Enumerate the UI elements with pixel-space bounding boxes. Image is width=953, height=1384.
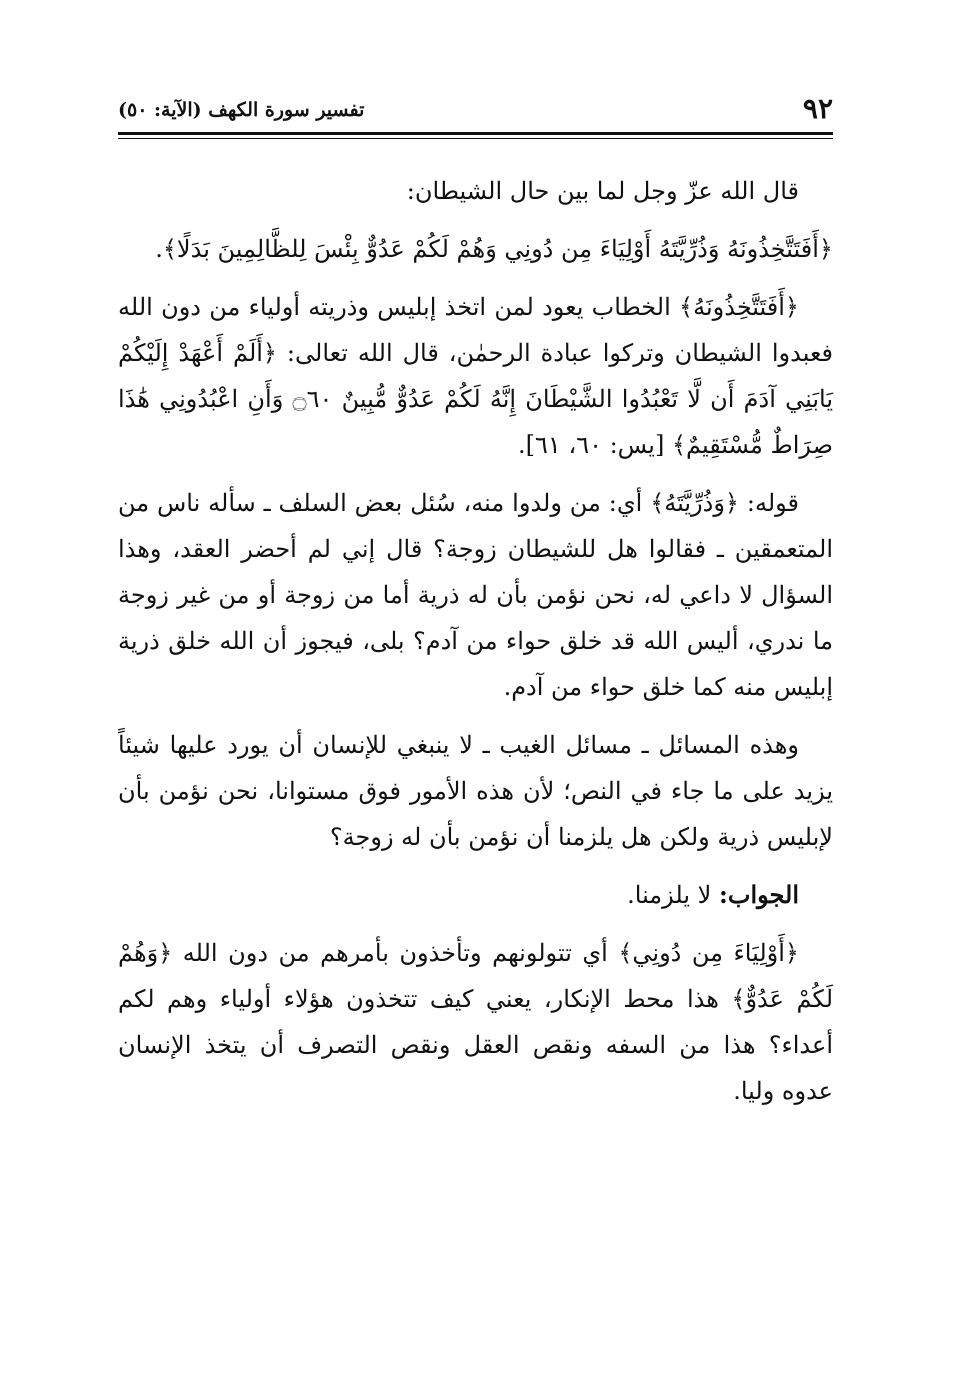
quran-verse: ﴿أَفَتَتَّخِذُونَهُ وَذُرِّيَّتَهُ أَوْلِيَاءَ مِن دُونِي وَهُمْ لَكُمْ عَدُوٌّ بِئْسَ لِلظَّالِمِينَ بَدَلًا﴾.: [155, 235, 833, 263]
answer-text: لا يلزمنا.: [627, 881, 712, 909]
page-number: ٩٢: [802, 92, 833, 125]
page-header: [118, 92, 833, 128]
paragraph-intro: قال الله عزّ وجل لما بين حال الشيطان:: [406, 177, 799, 205]
paragraph-tafsir-2: قوله: ﴿وَذُرِّيَّتَهُ﴾ أي: من ولدوا منه، سُئل بعض السلف ـ سأله ناس من المتعمقين ـ فقالوا هل للشيطان زوجة؟ قال إني لم أحضر العقد، وهذا السؤال لا داعي له، نحن نؤمن بأن له ذرية أما من زوجة أو من غير زوجة ما ندري، أليس الله قد خلق حواء من آدم؟ بلى، فيجوز أن الله خلق ذرية إبليس منه كما خلق حواء من آدم.: [118, 489, 833, 701]
running-title: تفسير سورة الكهف (الآية: ٥٠): [118, 99, 365, 121]
paragraph-tafsir-4: ﴿أَوْلِيَاءَ مِن دُونِي﴾ أي تتولونهم وتأخذون بأمرهم من دون الله ﴿وَهُمْ لَكُمْ عَدُوٌّ﴾ هذا محط الإنكار، يعني كيف تتخذون هؤلاء أولياء وهم لكم أعداء؟ هذا من السفه ونقص العقل ونقص التصرف أن يتخذ الإنسان عدوه وليا.: [118, 939, 834, 1105]
answer-label: الجواب:: [719, 880, 799, 909]
paragraph-tafsir-3: وهذه المسائل ـ مسائل الغيب ـ لا ينبغي للإنسان أن يورد عليها شيئاً يزيد على ما جاء في النص؛ لأن هذه الأمور فوق مستوانا، نحن نؤمن بأن لإبليس ذرية ولكن هل يلزمنا أن نؤمن بأن له زوجة؟: [118, 731, 833, 851]
paragraph-tafsir-1: ﴿أَفَتَتَّخِذُونَهُ﴾ الخطاب يعود لمن اتخذ إبليس وذريته أولياء من دون الله فعبدوا الشيطان وتركوا عبادة الرحمٰن، قال الله تعالى: ﴿أَلَمْ أَعْهَدْ إِلَيْكُمْ يَابَنِي آدَمَ أَن لَّا تَعْبُدُوا الشَّيْطَانَ إِنَّهُ لَكُمْ عَدُوٌّ مُّبِينٌ ۝٦٠ وَأَنِ اعْبُدُونِي هَٰذَا صِرَاطٌ مُّسْتَقِيمٌ﴾ [يس: ٦٠، ٦١].: [118, 293, 834, 459]
header-rule-thick: [118, 132, 833, 135]
answer-paragraph: [118, 872, 833, 918]
page-body: [118, 168, 833, 1126]
header-rule-thin: [118, 138, 833, 139]
